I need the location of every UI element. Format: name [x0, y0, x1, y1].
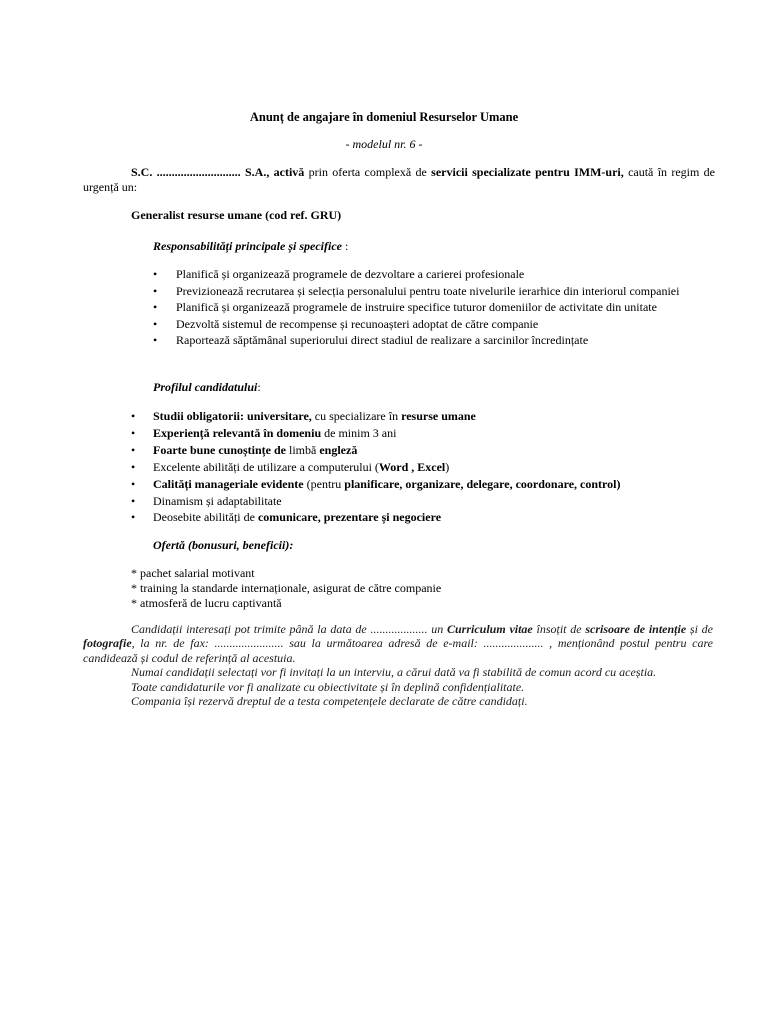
profile-heading: Profilul candidatului:	[153, 380, 261, 394]
list-item: * training la standarde internaționale, asigurat de către companie	[131, 581, 442, 595]
list-item: * pachet salarial motivant	[131, 566, 255, 580]
list-item: * atmosferă de lucru captivantă	[131, 596, 282, 610]
list-item: • Deosebite abilități de comunicare, prezentare și negociere	[131, 510, 442, 525]
list-item: • Dezvoltă sistemul de recompense și recunoașteri adoptat de către companie	[153, 316, 539, 331]
responsibilities-list	[153, 266, 700, 349]
bullet-icon: •	[153, 333, 158, 347]
intro-services: servicii specializate pentru IMM-uri,	[431, 165, 624, 179]
company-name: S.C. ............................ S.A., activă	[131, 165, 305, 179]
list-item: • Dinamism și adaptabilitate	[131, 493, 282, 508]
testing-note: Compania își rezervă dreptul de a testa competențele declarate de către candidați.	[131, 694, 528, 709]
closing-section	[83, 622, 713, 708]
bullet-icon: •	[153, 283, 158, 298]
list-item: • Experiență relevantă în domeniu de minim 3 ani	[131, 425, 397, 440]
offer-list	[131, 566, 441, 611]
bullet-icon: •	[131, 493, 136, 508]
profile-list	[131, 408, 700, 526]
list-item: • Planifică și organizează programele de instruire specifice tuturor domeniilor de activitate din unitate	[153, 300, 657, 314]
list-item: • Previzionează recrutarea și selecția personalului pentru toate nivelurile ierarhice din interiorul companiei	[153, 283, 680, 298]
intro-text-1: prin oferta complexă de	[304, 165, 432, 179]
list-item: • Studii obligatorii: universitare, cu specializare în resurse umane	[131, 409, 476, 423]
intro-paragraph	[83, 165, 715, 195]
job-title: Generalist resurse umane (cod ref. GRU)	[131, 208, 342, 222]
bullet-icon: •	[153, 300, 158, 314]
responsibilities-heading: Responsabilități principale și specifice :	[153, 239, 349, 253]
bullet-icon: •	[131, 476, 136, 491]
list-item: • Excelente abilități de utilizare a computerului (Word , Excel)	[131, 459, 450, 474]
intro-text-2: caută în regim de urgență un:	[83, 165, 715, 194]
list-item: • Calități manageriale evidente (pentru planificare, organizare, delegare, coordonare, control)	[131, 476, 621, 491]
list-item: • Foarte bune cunoștințe de limbă engleză	[131, 442, 358, 457]
confidentiality-note: Toate candidaturile vor fi analizate cu obiectivitate și în deplină confidențialitate.	[131, 679, 525, 694]
bullet-icon: •	[131, 459, 136, 474]
offer-heading: Ofertă (bonusuri, beneficii):	[153, 538, 294, 552]
bullet-icon: •	[131, 425, 136, 440]
bullet-icon: •	[131, 409, 136, 423]
bullet-icon: •	[131, 442, 136, 457]
list-item: • Raportează săptămânal superiorului direct stadiul de realizare a sarcinilor încredințate	[153, 333, 589, 347]
interview-note: Numai candidații selectați vor fi invitați la un interviu, a cărui dată va fi stabilită de comun acord cu aceștia.	[131, 665, 657, 680]
bullet-icon: •	[131, 510, 136, 525]
list-item: • Planifică și organizează programele de dezvoltare a carierei profesionale	[153, 267, 525, 281]
application-paragraph: Candidații interesați pot trimite până la data de ................... un Curriculum vitae însoțit de scrisoare de intenție și de fotografie, la nr. de fax: ....................... sau la următoarea adresă de e-mail: .................... , menționând postul pentru care candidează și codul de referință al acestuia.	[83, 622, 713, 665]
document-title: Anunț de angajare în domeniul Resurselor Umane	[249, 110, 519, 124]
bullet-icon: •	[153, 316, 158, 331]
bullet-icon: •	[153, 267, 158, 281]
document-subtitle: - modelul nr. 6 -	[345, 137, 423, 151]
